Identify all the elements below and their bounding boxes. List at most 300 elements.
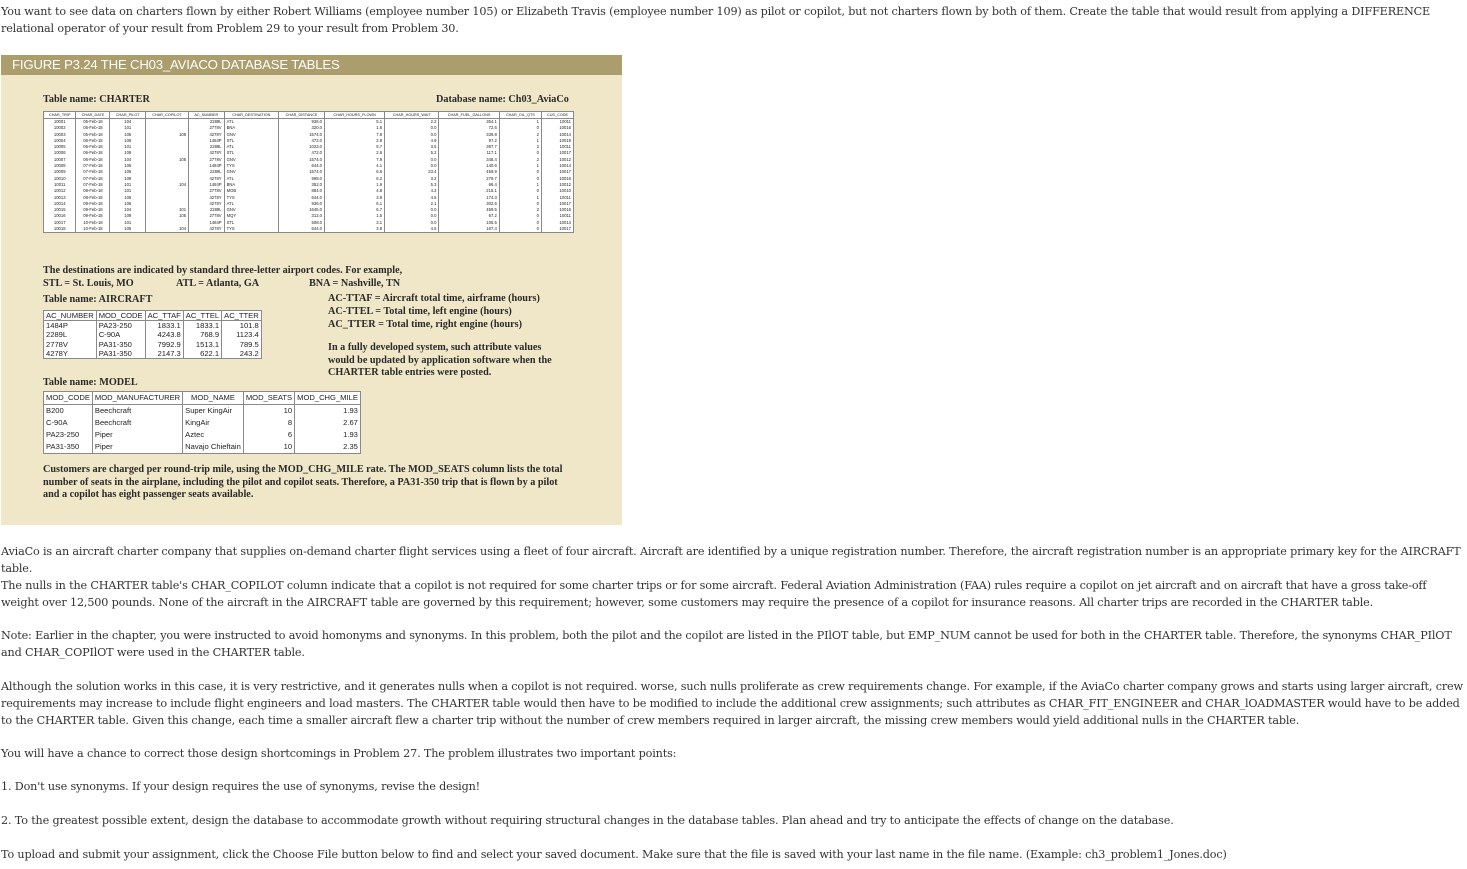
table-cell: PA31-350 xyxy=(96,349,145,359)
paragraph-restrictive: Although the solution works in this case, it is very restrictive, and it generates nulls when a copilot is not required. worse, such nulls proliferate as crew requirements change. For example, if the AviaCo charter company grows and starts using larger aircraft, crew requirements may increase to include flight engineers and load masters. The CHARTER table would then have to be modified to include the additional crew assignments; such attributes as CHAR_FIT_ENGINEER and CHAR_lOADMASTER would have to be added to the CHARTER table. Given this change, each time a smaller aircraft flew a charter trip without the number of crew members required in larger aircraft, the missing crew members would yield additional nulls in the CHARTER table. xyxy=(1,680,1463,727)
table-cell: 1574.0 xyxy=(278,169,324,175)
table-cell: 768.9 xyxy=(183,330,221,339)
table-cell: 10010 xyxy=(542,188,574,194)
table-cell: 4.2 xyxy=(385,188,439,194)
table-cell: 2778V xyxy=(189,157,225,163)
table-cell: 1484P xyxy=(189,138,225,144)
table-cell: 4.9 xyxy=(385,138,439,144)
database-name-label: Database name: Ch03_AviaCo xyxy=(436,94,569,105)
table-cell: 06-Feb-18 xyxy=(76,157,110,163)
table-cell: 4278Y xyxy=(189,150,225,156)
charter-column-header: CHAR_DISTANCE xyxy=(278,112,324,119)
table-cell: C-90A xyxy=(44,417,93,429)
table-cell: STL xyxy=(224,138,278,144)
table-row xyxy=(44,405,361,418)
table-cell: 117.1 xyxy=(439,150,499,156)
table-cell: 6 xyxy=(243,429,294,441)
table-cell: 4278Y xyxy=(189,226,225,233)
table-cell: BNA xyxy=(224,182,278,188)
table-cell: 0.0 xyxy=(385,220,439,226)
table-cell: 10016 xyxy=(542,207,574,213)
table-cell: STL xyxy=(224,150,278,156)
table-cell: 1.5 xyxy=(325,213,385,219)
table-cell: BNA xyxy=(224,125,278,131)
paragraph-note: Note: Earlier in the chapter, you were instructed to avoid homonyms and synonyms. In this problem, both the pilot and the copilot are listed in the PIlOT table, but EMP_NUM cannot be used for both in the CHARTER table. Therefore, the synonyms CHAR_PIlOT and CHAR_COPIlOT were used in the CHARTER table. xyxy=(1,629,1452,659)
table-cell: 4278Y xyxy=(44,349,97,359)
table-cell: 10013 xyxy=(44,195,76,201)
table-cell: 936.0 xyxy=(278,201,324,207)
problem-statement: You want to see data on charters flown by either Robert Williams (employee number 105) or Elizabeth Travis (employee number 109) as pilot or copilot, but not charters flown by both of them. Create the table that would result from applying a DIFFERENCE relational operator of your result from Problem 29 to your result from Problem 30. xyxy=(1,5,1431,35)
table-cell: 10012 xyxy=(44,188,76,194)
table-cell: 105 xyxy=(110,195,146,201)
table-cell: 339.8 xyxy=(439,132,499,138)
table-cell: 4.5 xyxy=(385,195,439,201)
table-cell: 2.6 xyxy=(325,150,385,156)
table-cell: 2289L xyxy=(189,144,225,150)
table-cell: 0 xyxy=(499,188,541,194)
table-row xyxy=(44,441,361,454)
table-cell: 105 xyxy=(146,157,189,163)
charter-column-header: CHAR_DATE xyxy=(76,112,110,119)
table-cell: ATL xyxy=(224,119,278,126)
table-cell: 105 xyxy=(110,132,146,138)
table-cell: 6.2 xyxy=(325,176,385,182)
table-cell xyxy=(146,119,189,126)
table-cell: 7.9 xyxy=(325,157,385,163)
def-ac-tter: AC_TTER = Total time, right engine (hours) xyxy=(328,319,522,330)
table-cell: 10018 xyxy=(44,226,76,233)
table-row xyxy=(44,340,262,349)
table-cell: 644.0 xyxy=(278,226,324,233)
table-cell: 1 xyxy=(499,163,541,169)
table-cell: STL xyxy=(224,220,278,226)
table-cell: 2 xyxy=(499,132,541,138)
table-cell: 06-Feb-18 xyxy=(76,144,110,150)
table-cell: 05-Feb-18 xyxy=(76,119,110,126)
table-cell: 4.5 xyxy=(385,226,439,233)
table-cell: 3.9 xyxy=(325,195,385,201)
model-table-label: Table name: MODEL xyxy=(43,377,138,388)
table-cell: 5.3 xyxy=(385,182,439,188)
dest-atl: ATL = Atlanta, GA xyxy=(176,278,260,289)
table-cell: 2778V xyxy=(189,125,225,131)
table-cell: 10017 xyxy=(542,150,574,156)
table-cell: 104 xyxy=(146,226,189,233)
table-cell: 0.0 xyxy=(385,163,439,169)
table-cell: 3.2 xyxy=(385,176,439,182)
table-cell: 1574.0 xyxy=(278,157,324,163)
table-cell: 10 xyxy=(243,405,294,418)
table-cell: 105 xyxy=(110,226,146,233)
table-cell: 09-Feb-18 xyxy=(76,213,110,219)
table-cell: 2289L xyxy=(189,119,225,126)
table-cell: 104 xyxy=(110,157,146,163)
table-cell: 10012 xyxy=(542,157,574,163)
table-cell: 1 xyxy=(499,195,541,201)
table-cell: 07-Feb-18 xyxy=(76,182,110,188)
table-cell: 06-Feb-18 xyxy=(76,138,110,144)
table-cell: 105 xyxy=(110,169,146,175)
table-cell: 174.3 xyxy=(439,195,499,201)
table-cell: 104 xyxy=(110,119,146,126)
aircraft-column-header: AC_TTAF xyxy=(145,311,183,321)
table-cell: 09-Feb-18 xyxy=(76,207,110,213)
charter-column-header: CUS_CODE xyxy=(542,112,574,119)
table-cell: 348.4 xyxy=(439,157,499,163)
table-cell: 105.5 xyxy=(439,220,499,226)
table-cell: 1.6 xyxy=(325,125,385,131)
charter-table xyxy=(43,111,574,233)
table-cell: 0 xyxy=(499,213,541,219)
table-cell: 1023.0 xyxy=(278,144,324,150)
table-cell: 0 xyxy=(499,150,541,156)
table-cell: 2778V xyxy=(44,340,97,349)
table-cell: Beechcraft xyxy=(92,405,182,418)
table-cell: 2 xyxy=(499,144,541,150)
table-cell: 397.7 xyxy=(439,144,499,150)
table-cell: 3.5 xyxy=(385,144,439,150)
table-cell: 10016 xyxy=(542,125,574,131)
table-cell: 2.9 xyxy=(325,138,385,144)
table-cell: 10001 xyxy=(44,119,76,126)
paragraph-nulls: The nulls in the CHARTER table's CHAR_COPILOT column indicate that a copilot is not required for some charter trips or for some aircraft. Federal Aviation Administration (FAA) rules require a copilot on jet aircraft and on aircraft that have a gross take-off weight over 12,500 pounds. None of the aircraft in the AIRCRAFT table are governed by this requirement; however, some customers may require the presence of a copilot for insurance reasons. All charter trips are recorded in the CHARTER table. xyxy=(1,579,1427,609)
table-cell: 2289L xyxy=(189,169,225,175)
table-cell: 1.93 xyxy=(295,429,361,441)
table-cell: 66.4 xyxy=(439,182,499,188)
paragraph-aviaco: AviaCo is an aircraft charter company that supplies on-demand charter flight services using a fleet of four aircraft. Aircraft are identified by a unique registration number. Therefore, the aircraft registration number is an appropriate primary key for the AIRCRAFT table. xyxy=(1,545,1461,575)
table-cell: 10007 xyxy=(44,157,76,163)
charter-column-header: CHAR_DESTINATION xyxy=(224,112,278,119)
table-row xyxy=(44,330,262,339)
table-cell: PA23-250 xyxy=(96,321,145,331)
table-cell: Beechcraft xyxy=(92,417,182,429)
table-cell: 10-Feb-18 xyxy=(76,226,110,233)
table-cell: 106 xyxy=(110,201,146,207)
table-cell: 167.4 xyxy=(439,226,499,233)
table-cell: 07-Feb-18 xyxy=(76,176,110,182)
table-cell: 1123.4 xyxy=(222,330,262,339)
table-cell: 2289L xyxy=(189,207,225,213)
table-cell: 0.0 xyxy=(385,125,439,131)
table-cell: 789.5 xyxy=(222,340,262,349)
table-cell: 07-Feb-18 xyxy=(76,169,110,175)
table-cell: 2778V xyxy=(189,213,225,219)
charter-column-header: CHAR_COPILOT xyxy=(146,112,189,119)
table-cell: 1833.1 xyxy=(145,321,183,331)
table-cell: 140.6 xyxy=(439,163,499,169)
table-cell: TYS xyxy=(224,195,278,201)
model-table xyxy=(43,391,361,454)
table-cell: 109 xyxy=(110,176,146,182)
table-cell: 10019 xyxy=(542,138,574,144)
aircraft-column-header: AC_NUMBER xyxy=(44,311,97,321)
table-cell: 936.0 xyxy=(278,119,324,126)
table-cell: B200 xyxy=(44,405,93,418)
figure-p3-24 xyxy=(1,55,622,525)
model-column-header: MOD_MANUFACTURER xyxy=(92,392,182,405)
table-cell: C-90A xyxy=(96,330,145,339)
table-cell: Super KingAir xyxy=(183,405,244,418)
table-cell: 104 xyxy=(110,207,146,213)
table-cell: 1574.0 xyxy=(278,132,324,138)
table-cell: GNV xyxy=(224,157,278,163)
table-cell: 215.1 xyxy=(439,188,499,194)
table-cell: 23.4 xyxy=(385,169,439,175)
table-cell: 644.0 xyxy=(278,195,324,201)
table-cell: 72.6 xyxy=(439,125,499,131)
table-cell: 7992.9 xyxy=(145,340,183,349)
table-cell: GNV xyxy=(224,207,278,213)
aircraft-table xyxy=(43,310,262,359)
customers-note: Customers are charged per round-trip mile, using the MOD_CHG_MILE rate. The MOD_SEATS column lists the total number of seats in the airplane, including the pilot and copilot seats. Therefore, a PA31-350 trip that is flown by a pilot and a copilot has eight passenger seats available. xyxy=(43,464,563,500)
charter-column-header: CHAR_OIL_QTS xyxy=(499,112,541,119)
table-cell: 2.35 xyxy=(295,441,361,454)
charter-column-header: AC_NUMBER xyxy=(189,112,225,119)
table-cell: 8 xyxy=(243,417,294,429)
table-cell: 10017 xyxy=(44,220,76,226)
table-cell: 312.0 xyxy=(278,213,324,219)
charter-column-header: CHAR_FUEL_GALLONS xyxy=(439,112,499,119)
table-cell: 4.8 xyxy=(325,188,385,194)
table-cell: PA23-250 xyxy=(44,429,93,441)
table-cell: 10012 xyxy=(542,182,574,188)
model-column-header: MOD_CODE xyxy=(44,392,93,405)
table-cell: 1484P xyxy=(189,220,225,226)
dest-stl: STL = St. Louis, MO xyxy=(43,278,134,289)
table-cell: 2 xyxy=(499,207,541,213)
table-cell: PA31-350 xyxy=(44,441,93,454)
table-cell: 3.8 xyxy=(325,226,385,233)
charter-column-header: CHAR_TRIP xyxy=(44,112,76,119)
table-cell: 352.0 xyxy=(278,182,324,188)
table-cell: 10014 xyxy=(542,132,574,138)
table-cell: 2289L xyxy=(44,330,97,339)
table-cell: 10004 xyxy=(44,138,76,144)
table-cell: 884.0 xyxy=(278,188,324,194)
table-cell: 1513.1 xyxy=(183,340,221,349)
table-cell: 1484P xyxy=(44,321,97,331)
table-cell: GNV xyxy=(224,132,278,138)
table-cell: 0.0 xyxy=(385,213,439,219)
table-cell: 10017 xyxy=(542,169,574,175)
table-cell: 0 xyxy=(499,201,541,207)
table-cell: 302.6 xyxy=(439,201,499,207)
table-cell: 459.9 xyxy=(439,169,499,175)
table-cell: 622.1 xyxy=(183,349,221,359)
dest-bna: BNA = Nashville, TN xyxy=(309,278,401,289)
table-cell: 08-Feb-18 xyxy=(76,195,110,201)
table-cell: ATL xyxy=(224,144,278,150)
table-cell: 0 xyxy=(499,125,541,131)
table-cell: 05-Feb-18 xyxy=(76,125,110,131)
table-cell: MOB xyxy=(224,188,278,194)
table-cell: 1484P xyxy=(189,182,225,188)
table-cell: 459.5 xyxy=(439,207,499,213)
table-cell: Aztec xyxy=(183,429,244,441)
table-row xyxy=(44,417,361,429)
table-cell: 6.6 xyxy=(325,169,385,175)
table-cell: 6.1 xyxy=(325,201,385,207)
table-cell: 10-Feb-18 xyxy=(76,220,110,226)
table-cell: 67.2 xyxy=(439,213,499,219)
def-ac-ttaf: AC-TTAF = Aircraft total time, airframe (hours) xyxy=(328,293,540,304)
table-cell: 472.0 xyxy=(278,150,324,156)
table-cell: TYS xyxy=(224,163,278,169)
table-cell: 10011 xyxy=(542,119,574,126)
upload-instructions: To upload and submit your assignment, click the Choose File button below to find and select your saved document. Make sure that the file is saved with your last name in the file name. (Example: ch3_problem1_Jones.doc) xyxy=(1,848,1227,861)
table-cell: 106 xyxy=(110,138,146,144)
table-cell: 101 xyxy=(110,182,146,188)
table-cell: 4278Y xyxy=(189,176,225,182)
table-cell: 279.7 xyxy=(439,176,499,182)
table-cell: 3.1 xyxy=(325,220,385,226)
table-cell: 1.93 xyxy=(295,405,361,418)
table-cell: 101 xyxy=(146,207,189,213)
table-cell: 10006 xyxy=(44,150,76,156)
table-cell: PA31-350 xyxy=(96,340,145,349)
table-cell: 1.9 xyxy=(325,182,385,188)
table-cell: 10014 xyxy=(542,163,574,169)
table-cell: ATL xyxy=(224,176,278,182)
table-cell: 07-Feb-18 xyxy=(76,163,110,169)
table-cell: 10003 xyxy=(44,132,76,138)
table-cell: 4278Y xyxy=(189,195,225,201)
table-row xyxy=(44,349,262,359)
table-cell: 101.8 xyxy=(222,321,262,331)
point-1: 1. Don't use synonyms. If your design requires the use of synonyms, revise the design! xyxy=(1,780,481,793)
table-cell: ATL xyxy=(224,201,278,207)
table-cell: 10014 xyxy=(44,201,76,207)
table-cell: 0.0 xyxy=(385,207,439,213)
table-cell: 10016 xyxy=(542,176,574,182)
table-cell: 109 xyxy=(110,150,146,156)
aircraft-table-label: Table name: AIRCRAFT xyxy=(43,294,153,305)
table-cell: 2.1 xyxy=(385,201,439,207)
table-cell: 0.0 xyxy=(385,157,439,163)
table-cell: 106 xyxy=(110,163,146,169)
table-cell: 101 xyxy=(110,125,146,131)
table-cell: 10011 xyxy=(542,144,574,150)
paragraph-problem-27: You will have a chance to correct those design shortcomings in Problem 27. The problem illustrates two important points: xyxy=(1,747,677,760)
table-cell: 1833.1 xyxy=(183,321,221,331)
table-row xyxy=(44,226,574,233)
table-cell: 05-Feb-18 xyxy=(76,132,110,138)
model-column-header: MOD_CHG_MILE xyxy=(295,392,361,405)
table-cell: 10011 xyxy=(542,213,574,219)
table-cell: 1 xyxy=(499,119,541,126)
charter-column-header: CHAR_PILOT xyxy=(110,112,146,119)
table-cell: MQY xyxy=(224,213,278,219)
table-cell: 109 xyxy=(110,213,146,219)
table-cell: 1 xyxy=(499,182,541,188)
table-cell: 1 xyxy=(499,138,541,144)
table-cell: Piper xyxy=(92,441,182,454)
table-cell: 105 xyxy=(146,213,189,219)
table-cell: 5.2 xyxy=(385,150,439,156)
table-cell: 998.0 xyxy=(278,176,324,182)
table-row xyxy=(44,119,574,126)
table-cell: 4.1 xyxy=(325,163,385,169)
table-row xyxy=(44,429,361,441)
table-cell: 2.2 xyxy=(385,119,439,126)
table-cell: TYS xyxy=(224,226,278,233)
table-cell: 10010 xyxy=(44,176,76,182)
model-column-header: MOD_NAME xyxy=(183,392,244,405)
charter-table-label: Table name: CHARTER xyxy=(43,94,150,105)
charter-column-header: CHAR_HOURS_WAIT xyxy=(385,112,439,119)
table-cell: 320.0 xyxy=(278,125,324,131)
table-cell: 5.1 xyxy=(325,119,385,126)
point-2: 2. To the greatest possible extent, design the database to accommodate growth without requiring structural changes in the database tables. Plan ahead and try to anticipate the effects of change on the database. xyxy=(1,814,1174,827)
table-cell: 97.2 xyxy=(439,138,499,144)
table-cell: 10 xyxy=(243,441,294,454)
table-cell: 10009 xyxy=(44,169,76,175)
table-cell: 10005 xyxy=(44,144,76,150)
table-cell: 09-Feb-18 xyxy=(76,201,110,207)
aircraft-column-header: AC_TTER xyxy=(222,311,262,321)
table-cell: 104 xyxy=(146,182,189,188)
table-cell: 4278Y xyxy=(189,201,225,207)
table-cell: 10008 xyxy=(44,163,76,169)
table-cell: 0 xyxy=(499,176,541,182)
table-cell: 10017 xyxy=(542,226,574,233)
table-cell: 101 xyxy=(110,144,146,150)
table-cell: 6.7 xyxy=(325,207,385,213)
table-cell: 2778V xyxy=(189,188,225,194)
table-cell: 1645.0 xyxy=(278,207,324,213)
table-cell: 10011 xyxy=(542,195,574,201)
table-cell: GNV xyxy=(224,169,278,175)
application-software-note: In a fully developed system, such attribute values would be updated by application software when the CHARTER table entries were posted. xyxy=(328,342,552,378)
table-row xyxy=(44,321,262,331)
aircraft-column-header: MOD_CODE xyxy=(96,311,145,321)
table-cell: 10016 xyxy=(44,213,76,219)
table-cell: 354.1 xyxy=(439,119,499,126)
table-cell: 0 xyxy=(499,169,541,175)
table-cell: 1484P xyxy=(189,163,225,169)
table-cell: 10011 xyxy=(44,182,76,188)
table-cell: 243.2 xyxy=(222,349,262,359)
table-cell: 4243.8 xyxy=(145,330,183,339)
table-cell: 0 xyxy=(499,226,541,233)
table-cell: 08-Feb-18 xyxy=(76,188,110,194)
table-cell: 10017 xyxy=(542,201,574,207)
table-cell: 4278Y xyxy=(189,132,225,138)
table-cell: 508.0 xyxy=(278,220,324,226)
table-cell: 644.0 xyxy=(278,163,324,169)
table-cell: 0.0 xyxy=(385,132,439,138)
table-cell: 0 xyxy=(499,220,541,226)
aircraft-column-header: AC_TTEL xyxy=(183,311,221,321)
table-cell: 101 xyxy=(110,188,146,194)
table-cell: 10015 xyxy=(44,207,76,213)
table-cell: 2 xyxy=(499,157,541,163)
table-cell: 06-Feb-18 xyxy=(76,150,110,156)
table-cell: 5.7 xyxy=(325,144,385,150)
table-cell: 109 xyxy=(146,132,189,138)
model-column-header: MOD_SEATS xyxy=(243,392,294,405)
figure-title: FIGURE P3.24 THE CH03_AVIACO DATABASE TABLES xyxy=(1,55,622,75)
table-cell: Piper xyxy=(92,429,182,441)
table-cell: 101 xyxy=(110,220,146,226)
table-cell: Navajo Chieftain xyxy=(183,441,244,454)
table-cell: 2.67 xyxy=(295,417,361,429)
charter-column-header: CHAR_HOURS_FLOWN xyxy=(325,112,385,119)
table-cell: 2147.3 xyxy=(145,349,183,359)
table-cell: 10002 xyxy=(44,125,76,131)
table-cell: KingAir xyxy=(183,417,244,429)
table-cell: 7.8 xyxy=(325,132,385,138)
